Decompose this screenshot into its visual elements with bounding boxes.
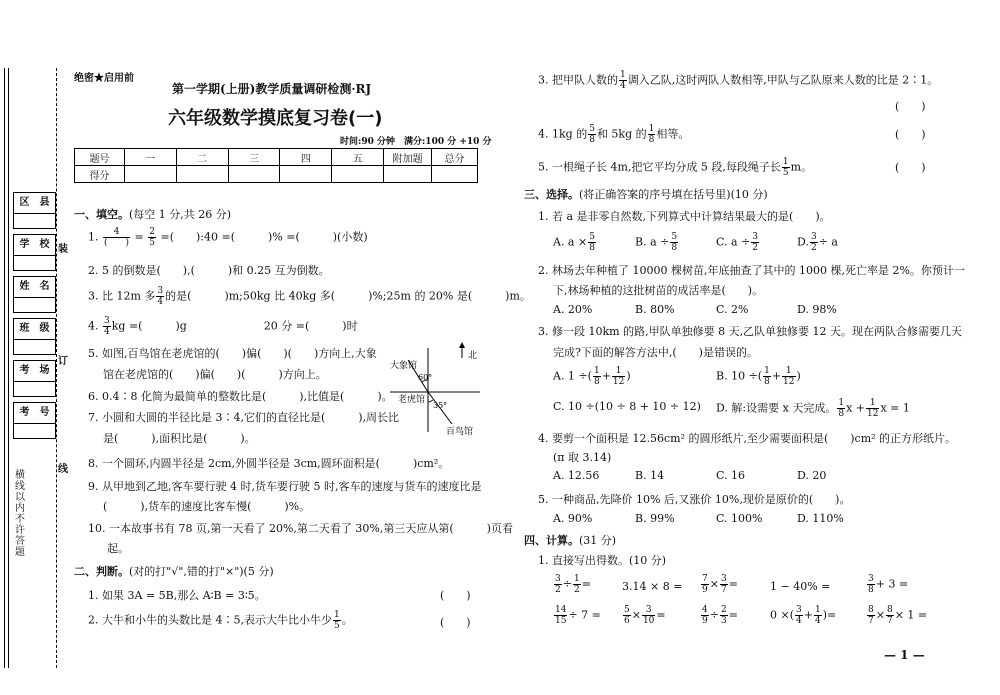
elephant-hall-label: 大象馆 xyxy=(390,361,418,371)
page-number: — 1 — xyxy=(884,648,925,662)
answer-paren[interactable]: ( ) xyxy=(895,161,926,174)
s3-q5-opt-b[interactable]: B. 99% xyxy=(635,512,675,525)
calc-item: 0 ×( $\frac{3}{4}$ + $\frac{1}{4}$ )= xyxy=(770,605,837,626)
angle-60-label: 60° xyxy=(418,373,433,382)
score-row-label: 得分 xyxy=(75,166,125,183)
s2-q4: 4. 1kg 的 $\frac{5}{8}$ 和 5kg 的 $\frac{1}{8}$ 相等。 xyxy=(538,124,690,145)
s3-q1-opt-d[interactable]: D. $\frac{3}{2}$ ÷ a xyxy=(797,232,838,253)
sidebar-field-number: 考 号 xyxy=(13,402,56,424)
s2-q3: 3. 把甲队人数的 $\frac{1}{4}$ 调入乙队,这时两队人数相等,甲队与乙队原来人数的比是 2∶1。 xyxy=(538,70,939,91)
s1-q8: 8. 一个圆环,内圆半径是 2cm,外圆半径是 3cm,圆环面积是( )cm²。 xyxy=(88,457,450,470)
s1-q6: 6. 0.4∶8 化简为最简单的整数比是( ),比值是( )。 xyxy=(88,390,393,403)
sidebar-blank-name[interactable] xyxy=(13,298,56,313)
calc-item: $\frac{3}{8}$ + 3 = xyxy=(868,574,909,595)
sidebar-field-school: 学 校 xyxy=(13,234,56,256)
sidebar-field-class: 班 级 xyxy=(13,318,56,340)
calc-item: $\frac{3}{2}$ ÷ $\frac{1}{2}$ = xyxy=(555,574,591,595)
s3-q1-opt-c[interactable]: C. a ÷ $\frac{3}{2}$ xyxy=(716,232,759,253)
calc-item: $\frac{4}{9}$ ÷ $\frac{2}{3}$ = xyxy=(702,605,738,626)
sidebar-blank-district[interactable] xyxy=(13,214,56,229)
score-cell[interactable] xyxy=(280,166,332,183)
s1-q7-line2: 是( ),面积比是( )。 xyxy=(103,432,256,445)
binding-char-xian: 线 xyxy=(58,464,68,475)
s3-q4-opt-c[interactable]: C. 16 xyxy=(716,469,746,482)
score-cell[interactable] xyxy=(176,166,228,183)
sidebar-blank-class[interactable] xyxy=(13,340,56,355)
s3-q5-opt-c[interactable]: C. 100% xyxy=(716,512,763,525)
s3-q2-line2: 下,林场种植的这批树苗的成活率是( )。 xyxy=(553,284,764,297)
answer-paren[interactable]: ( ) xyxy=(440,616,471,629)
score-cell[interactable] xyxy=(332,166,384,183)
no-answer-note: 横线以内不许答题 xyxy=(15,470,25,558)
s3-q3-opt-c[interactable]: C. 10 ÷(10 ÷ 8 + 10 ÷ 12) xyxy=(553,400,701,413)
calc-item: $\frac{8}{7}$ × $\frac{8}{7}$ × 1 = xyxy=(868,605,928,626)
calc-item: 3.14 × 8 = xyxy=(622,580,683,593)
score-table xyxy=(74,148,478,183)
s3-q4-line2: (π 取 3.14) xyxy=(553,451,612,464)
s1-q7-line1: 7. 小圆和大圆的半径比是 3∶4,它们的直径比是( ),周长比 xyxy=(88,411,400,424)
binding-line-outer xyxy=(4,68,5,668)
score-cell[interactable] xyxy=(228,166,280,183)
s3-q4-line1: 4. 要剪一个面积是 12.56cm² 的圆形纸片,至少需要面积是( )cm² 的正方形纸片。 xyxy=(538,432,957,445)
north-label: 北 xyxy=(468,351,478,361)
s1-q9-line1: 9. 从甲地到乙地,客车要行驶 4 时,货车要行驶 5 时,客车的速度与货车的速度比是 xyxy=(88,480,482,493)
calc-item: 1 − 40% = xyxy=(770,580,831,593)
s3-q1: 1. 若 a 是非零自然数,下列算式中计算结果最大的是( )。 xyxy=(538,210,831,223)
s3-q2-opt-a[interactable]: A. 20% xyxy=(553,303,593,316)
answer-paren[interactable]: ( ) xyxy=(895,128,926,141)
score-header-cell: 总分 xyxy=(432,149,478,166)
bird-hall-label: 百鸟馆 xyxy=(446,427,474,437)
page-title: 六年级数学摸底复习卷(一) xyxy=(168,108,383,129)
sidebar-field-name: 姓 名 xyxy=(13,276,56,298)
s1-q9-line2: ( ),货车的速度比客车慢( )%。 xyxy=(103,500,311,513)
score-header-cell: 三 xyxy=(228,149,280,166)
secret-label: 绝密★启用前 xyxy=(74,73,134,84)
s1-q4: 4. $\frac{3}{4}$ kg =( )g 20 分 =( )时 xyxy=(88,316,358,337)
s3-q3-line2: 完成?下面的解答方法中,( )是错误的。 xyxy=(553,346,758,359)
section3-title: 三、选择。(将正确答案的序号填在括号里)(10 分) xyxy=(524,188,768,201)
score-table-header-row xyxy=(75,149,478,166)
tiger-hall-label: 老虎馆 xyxy=(398,395,426,405)
s2-q1: 1. 如果 3A = 5B,那么 A∶B = 3∶5。 xyxy=(88,589,266,602)
s3-q3-opt-b[interactable]: B. 10 ÷( $\frac{1}{8}$ + $\frac{1}{12}$ ) xyxy=(716,366,801,387)
score-header-cell: 二 xyxy=(176,149,228,166)
sidebar-blank-room[interactable] xyxy=(13,382,56,397)
time-info: 时间:90 分钟 满分:100 分 +10 分 xyxy=(340,137,492,147)
score-header-cell: 一 xyxy=(124,149,176,166)
s3-q4-opt-b[interactable]: B. 14 xyxy=(635,469,665,482)
s1-q1: 1. $\frac{4}{( )}$ = $\frac{2}{5}$ =( ):40 =( )% =( )(小数) xyxy=(88,227,368,248)
score-header-cell: 附加题 xyxy=(384,149,432,166)
s1-q5-line2: 馆在老虎馆的( )偏( )( )方向上。 xyxy=(103,368,327,381)
s3-q4-opt-a[interactable]: A. 12.56 xyxy=(553,469,600,482)
s3-q1-opt-b[interactable]: B. a ÷ $\frac{5}{8}$ xyxy=(635,232,678,253)
s1-q3: 3. 比 12m 多 $\frac{3}{4}$ 的是( )m;50kg 比 40kg 多( )%;25m 的 20% 是( )m。 xyxy=(88,286,531,307)
direction-diagram xyxy=(380,340,500,440)
s4-sub1: 1. 直接写出得数。(10 分) xyxy=(538,554,667,567)
calc-item: $\frac{14}{15}$ ÷ 7 = xyxy=(555,605,601,626)
binding-char-zhuang: 装 xyxy=(58,244,68,255)
s1-q2: 2. 5 的倒数是( ),( )和 0.25 互为倒数。 xyxy=(88,264,330,277)
score-table-score-row xyxy=(75,166,478,183)
score-header-cell: 题号 xyxy=(75,149,125,166)
s3-q5-opt-a[interactable]: A. 90% xyxy=(553,512,593,525)
s3-q3-line1: 3. 修一段 10km 的路,甲队单独修要 8 天,乙队单独修要 12 天。现在两队合修需要几天 xyxy=(538,325,963,338)
s1-q5-line1: 5. 如图,百鸟馆在老虎馆的( )偏( )( )方向上,大象 xyxy=(88,347,377,360)
score-cell[interactable] xyxy=(384,166,432,183)
exam-name: 第一学期(上册)教学质量调研检测·RJ xyxy=(172,82,372,96)
binding-dashed-line xyxy=(56,68,57,668)
score-cell[interactable] xyxy=(432,166,478,183)
calc-item: $\frac{5}{6}$ × $\frac{3}{10}$ = xyxy=(624,605,666,626)
s3-q2-opt-d[interactable]: D. 98% xyxy=(797,303,837,316)
score-header-cell: 五 xyxy=(332,149,384,166)
score-cell[interactable] xyxy=(124,166,176,183)
answer-paren[interactable]: ( ) xyxy=(895,100,926,113)
s3-q3-opt-d[interactable]: D. 解:设需要 x 天完成。 $\frac{1}{8}$ x + $\frac{1}{12}$ x = 1 xyxy=(716,398,910,419)
binding-char-ding: 订 xyxy=(58,356,68,367)
score-header-cell: 四 xyxy=(280,149,332,166)
s3-q5-opt-d[interactable]: D. 110% xyxy=(797,512,844,525)
s1-q10-line1: 10. 一本故事书有 78 页,第一天看了 20%,第二天看了 30%,第三天应从第( )页看 xyxy=(88,522,513,535)
section1-title: 一、填空。(每空 1 分,共 26 分) xyxy=(74,208,232,221)
s3-q4-opt-d[interactable]: D. 20 xyxy=(797,469,827,482)
s3-q3-opt-a[interactable]: A. 1 ÷( $\frac{1}{8}$ + $\frac{1}{12}$ ) xyxy=(553,366,631,387)
s3-q5: 5. 一种商品,先降价 10% 后,又涨价 10%,现价是原价的( )。 xyxy=(538,493,851,506)
calc-item: $\frac{7}{9}$ × $\frac{3}{7}$ = xyxy=(702,574,738,595)
sidebar-blank-number[interactable] xyxy=(13,424,56,439)
s2-q2: 2. 大牛和小牛的头数比是 4∶5,表示大牛比小牛少 $\frac{1}{5}$ 。 xyxy=(88,610,353,631)
s3-q1-opt-a[interactable]: A. a × $\frac{5}{8}$ xyxy=(553,232,595,253)
answer-paren[interactable]: ( ) xyxy=(440,589,471,602)
section2-title: 二、判断。(对的打"√",错的打"×")(5 分) xyxy=(74,565,274,578)
s1-q10-line2: 起。 xyxy=(107,542,129,555)
sidebar-field-room: 考 场 xyxy=(13,360,56,382)
section4-title: 四、计算。(31 分) xyxy=(524,534,617,547)
sidebar-field-district: 区 县 xyxy=(13,192,56,214)
s3-q2-line1: 2. 林场去年种植了 10000 棵树苗,年底抽查了其中的 1000 棵,死亡率是 2%。你预计一 xyxy=(538,264,965,277)
s3-q2-opt-b[interactable]: B. 80% xyxy=(635,303,675,316)
binding-line-inner xyxy=(8,68,9,668)
sidebar-blank-school[interactable] xyxy=(13,256,56,271)
s2-q5: 5. 一根绳子长 4m,把它平均分成 5 段,每段绳子长 $\frac{1}{5}$ m。 xyxy=(538,157,813,178)
angle-35-label: 35° xyxy=(433,401,448,410)
s3-q2-opt-c[interactable]: C. 2% xyxy=(716,303,749,316)
